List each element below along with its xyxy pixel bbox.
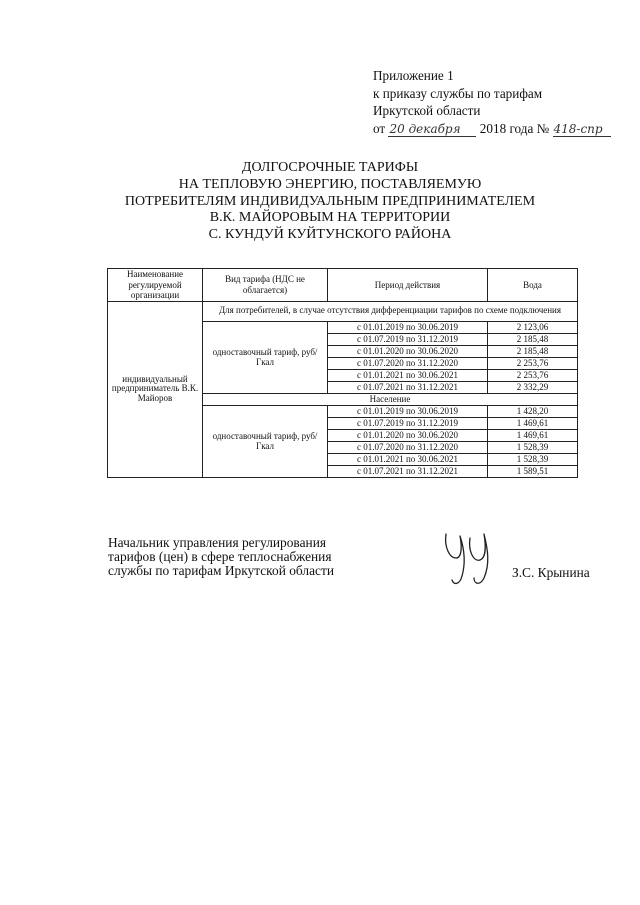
- title-line-3: ПОТРЕБИТЕЛЯМ ИНДИВИДУАЛЬНЫМ ПРЕДПРИНИМАТЕЛЕМ: [124, 193, 536, 209]
- period-cell: с 01.01.2020 по 30.06.2020: [328, 345, 488, 357]
- period-cell: с 01.01.2021 по 30.06.2021: [328, 453, 488, 465]
- organization-cell: индивидуальный предприниматель В.К. Майоров: [108, 301, 203, 477]
- title-line-5: С. КУНДУЙ КУЙТУНСКОГО РАЙОНА: [208, 227, 452, 243]
- tariff-table: [107, 268, 578, 478]
- appendix-line-3: Иркутской области: [373, 103, 481, 118]
- appendix-line-1: Приложение 1: [373, 68, 454, 83]
- value-cell: 1 469,61: [488, 417, 578, 429]
- header-tariff-type: Вид тарифа (НДС не облагается): [203, 269, 328, 302]
- period-cell: с 01.07.2021 по 31.12.2021: [328, 465, 488, 477]
- period-cell: с 01.01.2020 по 30.06.2020: [328, 429, 488, 441]
- period-cell: с 01.07.2020 по 31.12.2020: [328, 441, 488, 453]
- value-cell: 2 332,29: [488, 381, 578, 393]
- group-row: [108, 301, 578, 321]
- period-cell: с 01.07.2019 по 31.12.2019: [328, 333, 488, 345]
- period-cell: с 01.07.2020 по 31.12.2020: [328, 357, 488, 369]
- document-title: [100, 160, 560, 244]
- date-suffix: 2018 года №: [479, 120, 550, 136]
- handwritten-signature: [440, 528, 500, 588]
- signer-position-line-2: тарифов (цен) в сфере теплоснабжения: [108, 549, 332, 565]
- header-water: Вода: [488, 269, 578, 302]
- signature-block: [108, 536, 334, 579]
- signer-position-line-1: Начальник управления регулирования: [108, 535, 327, 550]
- period-cell: с 01.01.2019 по 30.06.2019: [328, 321, 488, 333]
- period-cell: с 01.07.2019 по 31.12.2019: [328, 417, 488, 429]
- value-cell: 2 185,48: [488, 333, 578, 345]
- handwritten-order-number: 418-спр: [553, 123, 611, 137]
- value-cell: 1 528,39: [488, 441, 578, 453]
- tariff-type-cell: одноставочный тариф, руб/Гкал: [203, 321, 328, 393]
- appendix-line-2: к приказу службы по тарифам: [373, 85, 543, 101]
- value-cell: 2 253,76: [488, 369, 578, 381]
- handwritten-date: 20 декабря: [388, 123, 476, 137]
- value-cell: 1 589,51: [488, 465, 578, 477]
- date-prefix: от: [373, 120, 386, 136]
- signer-position-line-3: службы по тарифам Иркутской области: [108, 563, 334, 579]
- value-cell: 2 185,48: [488, 345, 578, 357]
- title-line-2: НА ТЕПЛОВУЮ ЭНЕРГИЮ, ПОСТАВЛЯЕМУЮ: [178, 176, 482, 192]
- value-cell: 1 428,20: [488, 405, 578, 417]
- table-header-row: [108, 269, 578, 302]
- group-title: Население: [203, 393, 578, 405]
- title-line-1: ДОЛГОСРОЧНЫЕ ТАРИФЫ: [241, 160, 419, 175]
- value-cell: 2 123,06: [488, 321, 578, 333]
- tariff-type-cell: одноставочный тариф, руб/Гкал: [203, 405, 328, 477]
- period-cell: с 01.01.2021 по 30.06.2021: [328, 369, 488, 381]
- value-cell: 2 253,76: [488, 357, 578, 369]
- signer-name: З.С. Крынина: [512, 565, 590, 580]
- header-organization: Наименование регулируемой организации: [108, 269, 203, 302]
- appendix-date-line: [373, 120, 611, 138]
- value-cell: 1 528,39: [488, 453, 578, 465]
- value-cell: 1 469,61: [488, 429, 578, 441]
- appendix-block: [373, 67, 611, 137]
- period-cell: с 01.07.2021 по 31.12.2021: [328, 381, 488, 393]
- period-cell: с 01.01.2019 по 30.06.2019: [328, 405, 488, 417]
- header-period: Период действия: [328, 269, 488, 302]
- group-title: Для потребителей, в случае отсутствия дифференциации тарифов по схеме подключения: [203, 301, 578, 321]
- title-line-4: В.К. МАЙОРОВЫМ НА ТЕРРИТОРИИ: [209, 210, 451, 226]
